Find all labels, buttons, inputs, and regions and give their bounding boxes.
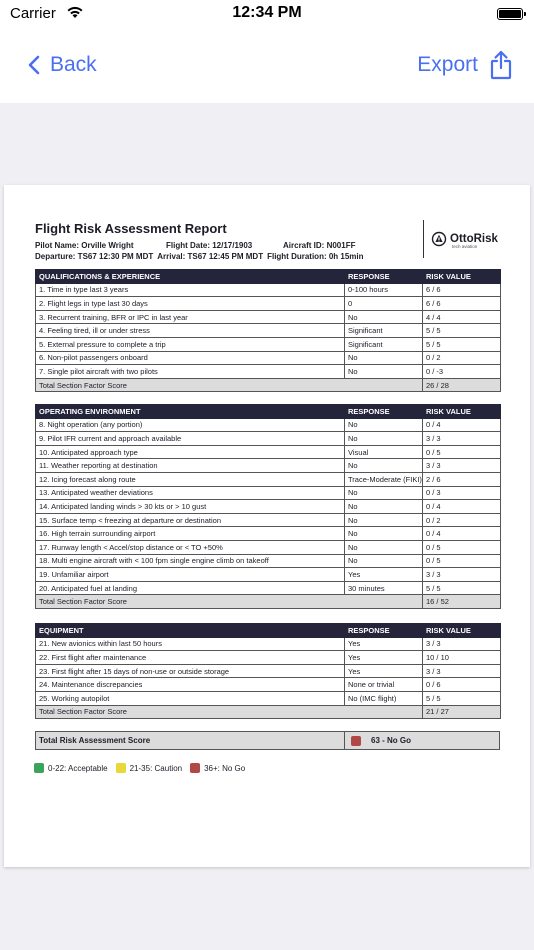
legend-label: 36+: No Go [204, 763, 246, 773]
row-risk: 0 / 6 [423, 678, 501, 692]
row-response: No [345, 432, 423, 446]
section-equipment-table [35, 623, 501, 719]
row-response: Yes [345, 637, 423, 651]
table-row [36, 310, 501, 324]
table-row [36, 432, 501, 446]
row-risk: 5 / 5 [423, 691, 501, 705]
battery-icon [497, 8, 523, 20]
flight-date: Flight Date: 12/17/1903 [166, 241, 253, 250]
row-risk: 0 / 2 [423, 513, 501, 527]
row-item: 15. Surface temp < freezing at departure or destination [36, 513, 345, 527]
row-item: 17. Runway length < Accel/stop distance or < TO +50% [36, 540, 345, 554]
row-item: 13. Anticipated weather deviations [36, 486, 345, 500]
row-item: 16. High terrain surrounding airport [36, 527, 345, 541]
table-row [36, 581, 501, 595]
row-risk: 6 / 6 [423, 283, 501, 297]
risk-header: RISK VALUE [423, 270, 501, 284]
row-response: No [345, 365, 423, 379]
table-row [36, 418, 501, 432]
row-risk: 0 / 4 [423, 500, 501, 514]
carrier-label: Carrier [10, 5, 56, 22]
table-row [36, 513, 501, 527]
total-label: Total Section Factor Score [36, 595, 423, 609]
back-label: Back [50, 53, 97, 76]
row-item: 2. Flight legs in type last 30 days [36, 297, 345, 311]
section-total-row [36, 705, 501, 719]
row-item: 20. Anticipated fuel at landing [36, 581, 345, 595]
risk-header: RISK VALUE [423, 624, 501, 638]
section-operating-environment-table [35, 404, 501, 609]
row-response: No [345, 310, 423, 324]
report-title: Flight Risk Assessment Report [35, 221, 227, 236]
row-response: No [345, 513, 423, 527]
table-row [36, 651, 501, 665]
row-risk: 3 / 3 [423, 568, 501, 582]
row-risk: 3 / 3 [423, 432, 501, 446]
row-response: No [345, 540, 423, 554]
row-response: Trace-Moderate (FIKI) [345, 472, 423, 486]
total-value: 21 / 27 [423, 705, 501, 719]
table-row [36, 297, 501, 311]
table-row [36, 324, 501, 338]
table-row [36, 472, 501, 486]
pilot-name: Pilot Name: Orville Wright [35, 241, 134, 250]
section-total-row [36, 378, 501, 392]
row-response: No [345, 554, 423, 568]
table-row [36, 664, 501, 678]
row-item: 12. Icing forecast along route [36, 472, 345, 486]
arrival: Arrival: TS67 12:45 PM MDT [157, 252, 264, 261]
table-row [36, 637, 501, 651]
ottorisk-logo-icon [431, 231, 447, 247]
row-response: Yes [345, 651, 423, 665]
row-risk: 5 / 5 [423, 581, 501, 595]
row-item: 14. Anticipated landing winds > 30 kts or > 10 gust [36, 500, 345, 514]
section-header-row [36, 624, 501, 638]
total-value: 16 / 52 [423, 595, 501, 609]
row-item: 25. Working autopilot [36, 691, 345, 705]
export-label: Export [417, 53, 478, 76]
chevron-left-icon [28, 55, 40, 75]
row-response: Yes [345, 568, 423, 582]
logo-name: OttoRisk [450, 232, 498, 245]
table-row [36, 459, 501, 473]
table-row [36, 486, 501, 500]
row-risk: 0 / -3 [423, 365, 501, 379]
row-response: No [345, 351, 423, 365]
row-risk: 0 / 2 [423, 351, 501, 365]
row-risk: 4 / 4 [423, 310, 501, 324]
row-response: No [345, 486, 423, 500]
report-meta-row-1 [35, 241, 355, 250]
row-response: No [345, 527, 423, 541]
row-item: 3. Recurrent training, BFR or IPC in last year [36, 310, 345, 324]
legend-swatch-icon [116, 763, 126, 773]
legend-item-acceptable [34, 763, 108, 773]
row-item: 6. Non-pilot passengers onboard [36, 351, 345, 365]
legend-item-caution [116, 763, 182, 773]
row-risk: 0 / 5 [423, 540, 501, 554]
row-response: Significant [345, 337, 423, 351]
row-response: 0 [345, 297, 423, 311]
row-item: 8. Night operation (any portion) [36, 418, 345, 432]
logo-divider [423, 220, 424, 258]
row-risk: 0 / 4 [423, 527, 501, 541]
total-risk-value-cell [345, 732, 499, 749]
row-response: None or trivial [345, 678, 423, 692]
navigation-bar [0, 30, 534, 103]
table-row [36, 337, 501, 351]
status-bar [0, 0, 534, 30]
no-go-indicator-icon [351, 736, 361, 746]
legend-label: 0-22: Acceptable [48, 763, 108, 773]
row-response: 0-100 hours [345, 283, 423, 297]
row-response: No [345, 459, 423, 473]
table-row [36, 678, 501, 692]
row-item: 23. First flight after 15 days of non-use or outside storage [36, 664, 345, 678]
row-risk: 6 / 6 [423, 297, 501, 311]
row-response: Visual [345, 445, 423, 459]
report-document [4, 185, 530, 867]
section-header-row [36, 405, 501, 419]
legend-swatch-icon [190, 763, 200, 773]
departure: Departure: TS67 12:30 PM MDT [35, 252, 154, 261]
row-response: Significant [345, 324, 423, 338]
response-header: RESPONSE [345, 405, 423, 419]
table-row [36, 568, 501, 582]
total-label: Total Section Factor Score [36, 378, 423, 392]
row-risk: 0 / 5 [423, 554, 501, 568]
share-icon [490, 50, 512, 80]
back-button[interactable] [28, 50, 97, 80]
row-response: No (IMC flight) [345, 691, 423, 705]
row-item: 4. Feeling tired, ill or under stress [36, 324, 345, 338]
risk-legend [34, 763, 245, 773]
row-risk: 0 / 4 [423, 418, 501, 432]
status-time: 12:34 PM [232, 4, 302, 21]
row-item: 1. Time in type last 3 years [36, 283, 345, 297]
flight-duration: Flight Duration: 0h 15min [267, 252, 364, 261]
row-risk: 5 / 5 [423, 337, 501, 351]
total-risk-label: Total Risk Assessment Score [36, 732, 345, 749]
table-row [36, 283, 501, 297]
row-risk: 10 / 10 [423, 651, 501, 665]
risk-header: RISK VALUE [423, 405, 501, 419]
row-risk: 0 / 3 [423, 486, 501, 500]
row-item: 10. Anticipated approach type [36, 445, 345, 459]
row-item: 21. New avionics within last 50 hours [36, 637, 345, 651]
row-risk: 3 / 3 [423, 459, 501, 473]
total-risk-score-row [35, 731, 500, 750]
response-header: RESPONSE [345, 270, 423, 284]
row-item: 5. External pressure to complete a trip [36, 337, 345, 351]
table-row [36, 500, 501, 514]
table-row [36, 540, 501, 554]
row-item: 18. Multi engine aircraft with < 100 fpm single engine climb on takeoff [36, 554, 345, 568]
total-risk-value: 63 - No Go [371, 736, 412, 745]
row-item: 19. Unfamiliar airport [36, 568, 345, 582]
row-risk: 2 / 6 [423, 472, 501, 486]
response-header: RESPONSE [345, 624, 423, 638]
row-response: No [345, 418, 423, 432]
legend-swatch-icon [34, 763, 44, 773]
table-row [36, 351, 501, 365]
row-response: Yes [345, 664, 423, 678]
row-item: 7. Single pilot aircraft with two pilots [36, 365, 345, 379]
table-row [36, 445, 501, 459]
section-title: OPERATING ENVIRONMENT [36, 405, 345, 419]
legend-item-no-go [190, 763, 245, 773]
row-item: 22. First flight after maintenance [36, 651, 345, 665]
row-response: No [345, 500, 423, 514]
row-item: 9. Pilot IFR current and approach available [36, 432, 345, 446]
section-qualifications-table [35, 269, 501, 392]
aircraft-id: Aircraft ID: N001FF [283, 241, 356, 250]
row-item: 24. Maintenance discrepancies [36, 678, 345, 692]
row-item: 11. Weather reporting at destination [36, 459, 345, 473]
table-row [36, 527, 501, 541]
row-risk: 0 / 5 [423, 445, 501, 459]
section-total-row [36, 595, 501, 609]
table-row [36, 554, 501, 568]
export-button[interactable] [417, 48, 512, 82]
total-label: Total Section Factor Score [36, 705, 423, 719]
section-title: EQUIPMENT [36, 624, 345, 638]
legend-label: 21-35: Caution [129, 763, 183, 773]
row-risk: 3 / 3 [423, 637, 501, 651]
table-row [36, 365, 501, 379]
row-response: 30 minutes [345, 581, 423, 595]
section-title: QUALIFICATIONS & EXPERIENCE [36, 270, 345, 284]
section-header-row [36, 270, 501, 284]
row-risk: 5 / 5 [423, 324, 501, 338]
row-risk: 3 / 3 [423, 664, 501, 678]
logo-subtitle: tech aviation [452, 244, 478, 249]
report-meta-row-2 [35, 252, 364, 261]
table-row [36, 691, 501, 705]
total-value: 26 / 28 [423, 378, 501, 392]
